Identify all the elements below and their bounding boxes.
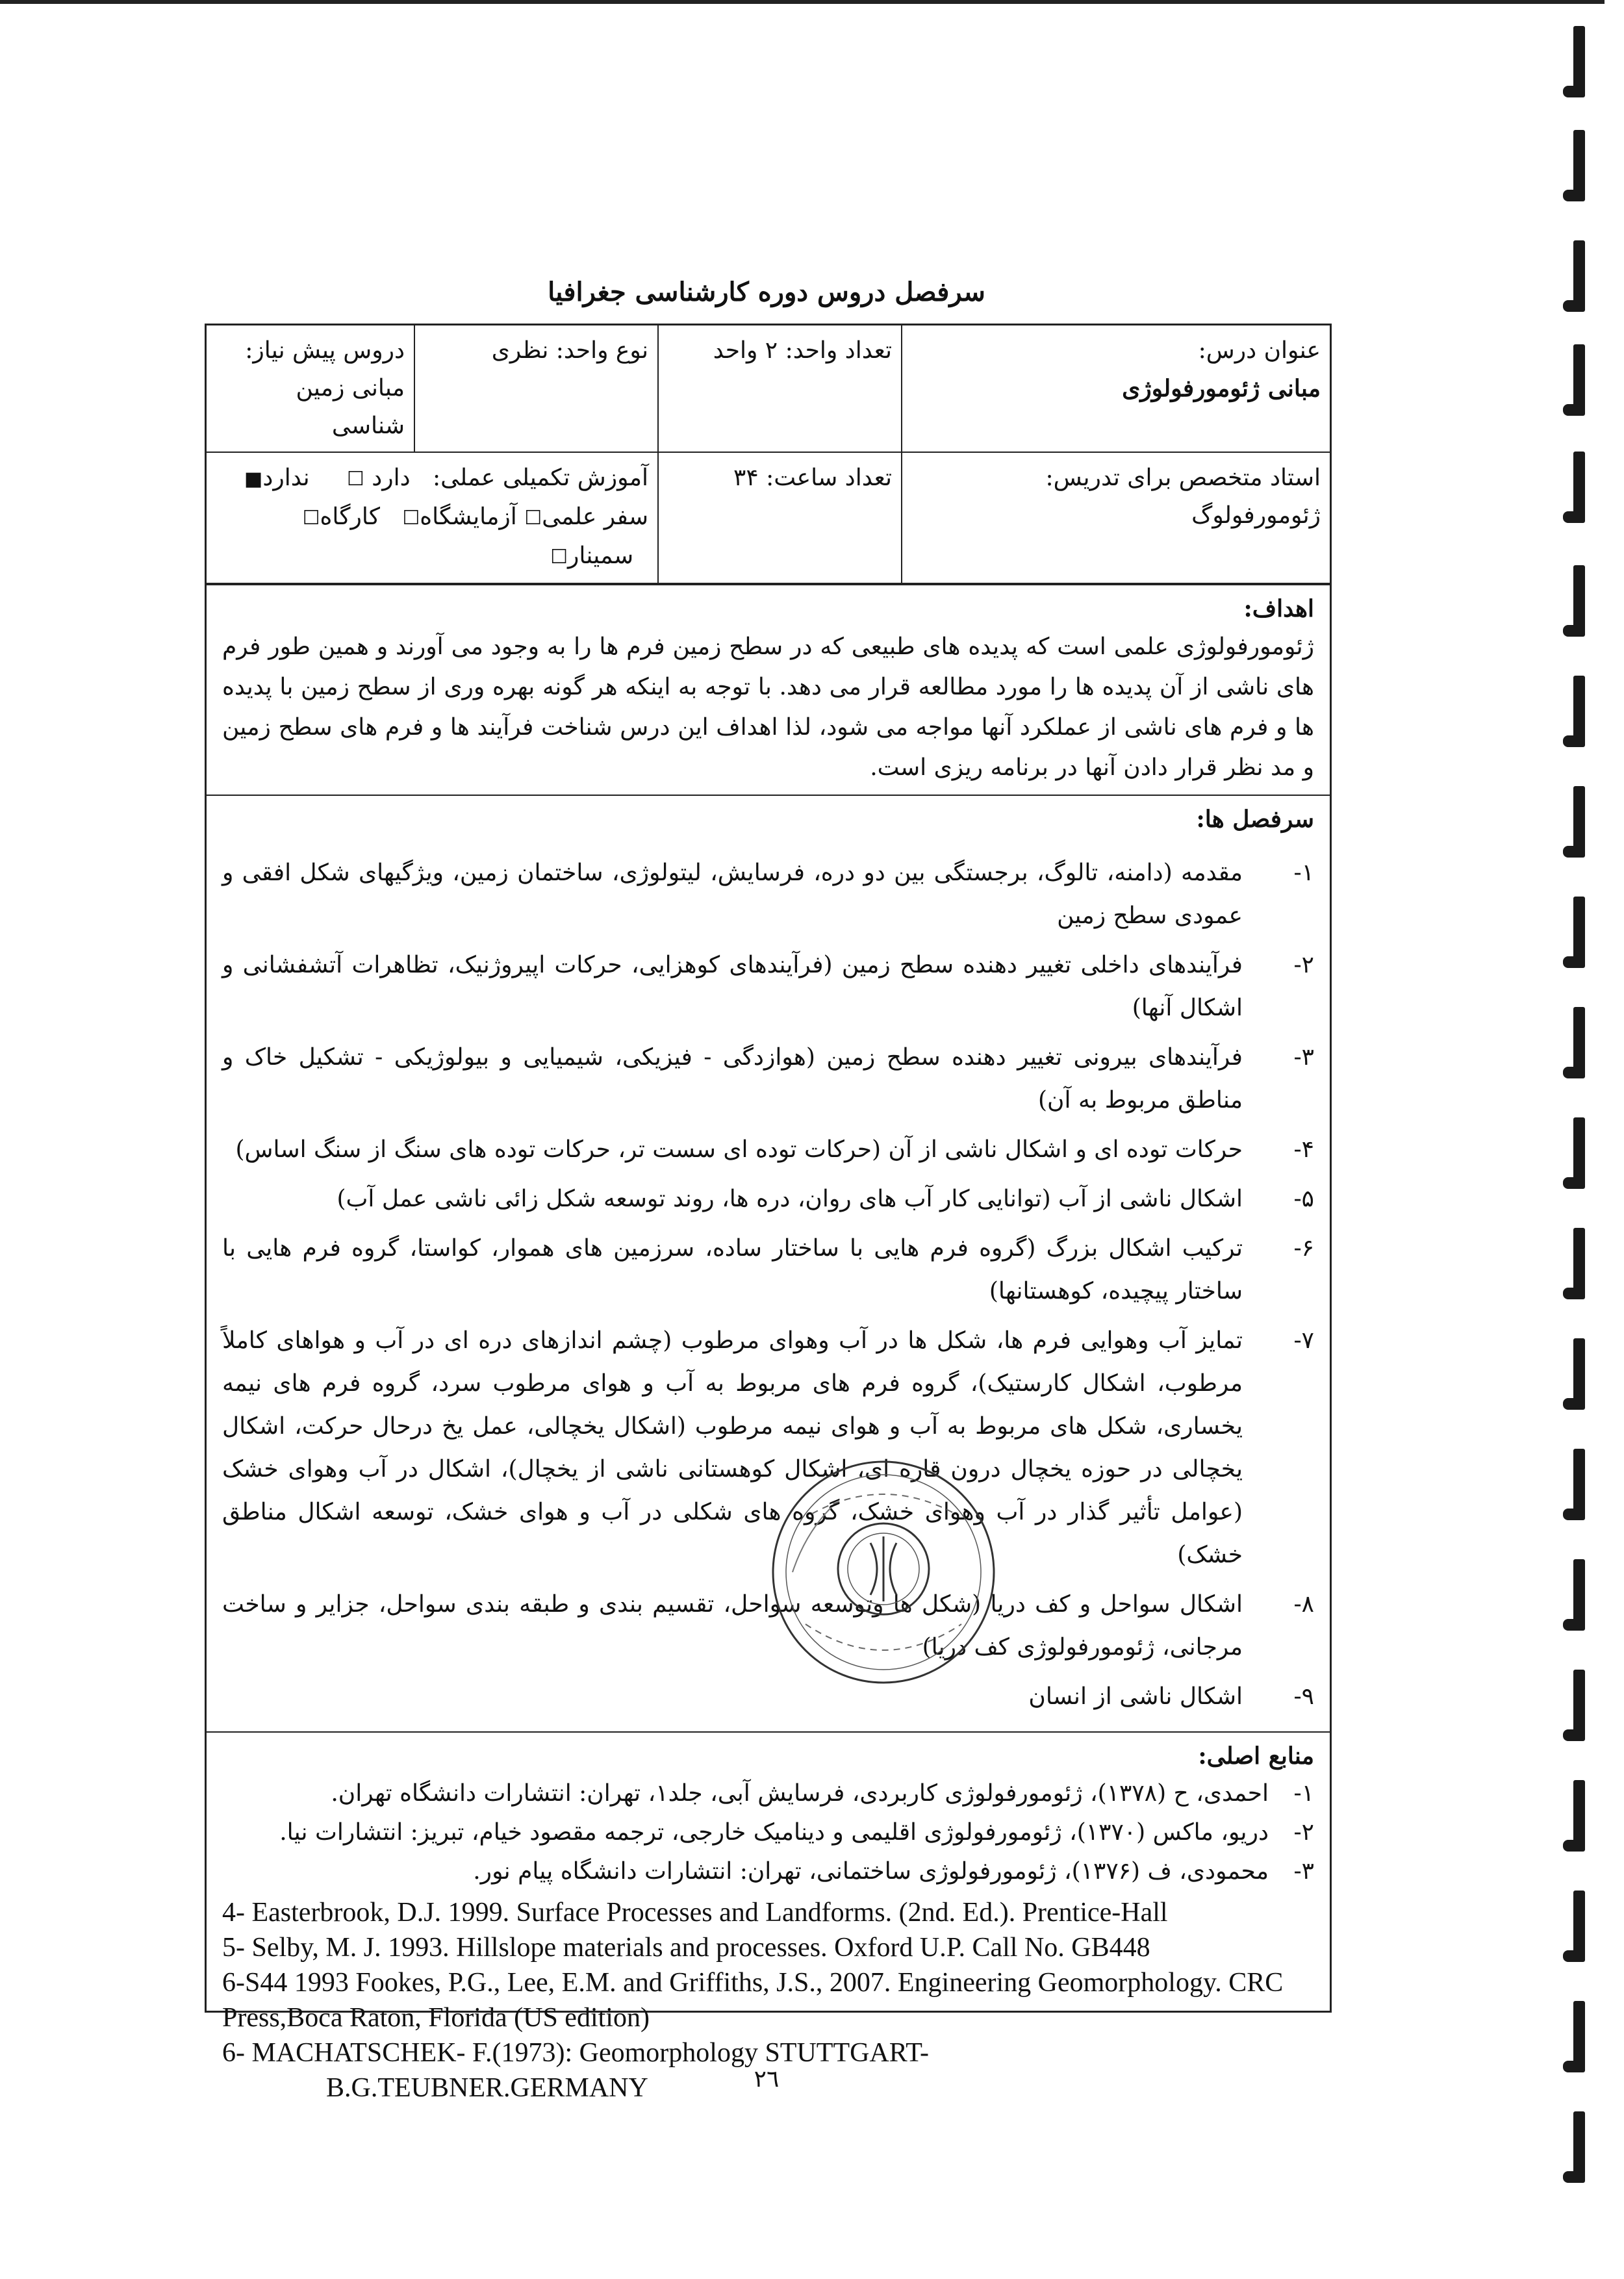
lab-label: آزمایشگاه [420, 503, 517, 530]
references-heading: منابع اصلی: [1198, 1742, 1314, 1770]
list-item: ۸- اشکال سواحل و کف دریا (شکل ها وتوسعه سواحل، تقسیم بندی و طبقه بندی سواحل، جزایر و ساخت مرجانی، ژئومورفولوژی کف دریا) [222, 1591, 1314, 1661]
list-item: ۵- اشکال ناشی از آب (توانایی کار آب های روان، دره ها، روند توسعه شکل زائی ناشی عمل آب) [336, 1186, 1314, 1212]
course-info-table [207, 325, 1330, 584]
has-label: دارد [372, 465, 411, 491]
top-edge-line [0, 0, 1605, 4]
hasnot-label: ندارد [262, 465, 310, 491]
list-item: ۳- محمودی، ف (۱۳۷۶)، ژئومورفولوژی ساختمانی، تهران: انتشارات دانشگاه پیام نور. [473, 1858, 1314, 1885]
checkbox-filled-icon[interactable]: ■ [244, 468, 263, 490]
instructor-cell [902, 452, 1330, 583]
course-title-cell [902, 325, 1330, 452]
list-item: 6-S44 1993 Fookes, P.G., Lee, E.M. and Griffiths, J.S., 2007. Engineering Geomorphology. CRC Press,Boca Raton, Florida (US edition) [222, 1968, 1284, 2033]
document-title: سرفصل دروس دوره کارشناسی جغرافیا [548, 277, 985, 307]
persian-references [222, 1774, 1314, 1891]
list-item: ۴- حرکات توده ای و اشکال ناشی از آن (حرکات توده ای سست تر، حرکات توده های سنگ از سنگ اساس) [235, 1136, 1314, 1163]
list-item: B.G.TEUBNER.GERMANY [326, 2073, 648, 2103]
workshop-label: کارگاه [320, 503, 380, 530]
objectives-text: ژئومورفولوژی علمی است که پدیده های طبیعی که در سطح زمین فرم ها را به وجود می آورند و همین طور فرم های ناشی از آن پدیده ها را مورد مطالعه قرار می دهد. با توجه به اینکه هر گونه بهره وری از سطح زمین با پدیده ها و فرم های ناشی از عملکرد آنها مواجه می شود، لذا اهداف این درس شناخت فرآیند ها و فرم های سطح زمین و مد نظر قرار دادن آنها در برنامه ریزی است. [222, 633, 1314, 781]
checkbox-empty-icon[interactable]: ☐ [524, 507, 542, 529]
list-item: ۹- اشکال ناشی از انسان [1028, 1683, 1314, 1710]
checkbox-empty-icon[interactable]: ☐ [550, 546, 568, 568]
units-cell: تعداد واحد: ۲ واحد [658, 325, 902, 452]
objectives-heading: اهداف: [1243, 595, 1314, 622]
checkbox-empty-icon[interactable]: ☐ [302, 507, 320, 529]
list-item: 4- Easterbrook, D.J. 1999. Surface Processes and Landforms. (2nd. Ed.). Prentice-Hall [222, 1898, 1168, 1928]
practical-label: آموزش تکمیلی عملی: [433, 465, 648, 491]
list-item: ۶- ترکیب اشکال بزرگ (گروه فرم هایی با ساختار ساده، سرزمین های هموار، کواستا، گروه فرم هایی با ساختار پیچیده، کوهستانها) [222, 1235, 1314, 1305]
unit-type-cell: نوع واحد: نظری [414, 325, 658, 452]
instructor-label: استاد متخصص برای تدریس: [1045, 465, 1321, 491]
list-item: ۲- دریو، ماکس (۱۳۷۰)، ژئومورفولوژی اقلیمی و دینامیک خارجی، ترجمه مقصود خیام، تبریز: انتشارات نیا. [279, 1819, 1314, 1846]
checkbox-empty-icon[interactable]: ☐ [402, 507, 420, 529]
official-seal-stamp [767, 1455, 1000, 1689]
list-item: 6- MACHATSCHEK- F.(1973): Geomorphology STUTTGART- [222, 2038, 930, 2068]
instructor: ژئومورفولوگ [1191, 502, 1321, 529]
objectives-section [207, 584, 1330, 795]
list-item: ۳- فرآیندهای بیرونی تغییر دهنده سطح زمین (هوازدگی - فیزیکی، شیمیایی و بیولوژیکی - تشکیل خاک و مناطق مربوط به آن) [222, 1044, 1314, 1114]
prereq-cell: دروس پیش نیاز: مبانی زمین شناسی [207, 325, 414, 452]
course-title-label: عنوان درس: [1198, 337, 1321, 364]
page-number: ۲٦ [754, 2066, 780, 2093]
references-section [207, 1731, 1330, 2112]
list-item: ۷- تمایز آب وهوایی فرم ها، شکل ها در آب وهوای مرطوب (چشم اندازهای دره ای در آب و هواهای کاملاً مرطوب، اشکال کارستیک)، گروه فرم های مربوط به آب و هوای مرطوب سرد، گروه فرم های نیمه یخساری، شکل های مربوط به آب و هوای نیمه مرطوب (اشکال یخچالی، عمل یخ درحال حرکت، اشکال یخچالی در حوزه یخچال درون قاره ای، اشکال کوهستانی ناشی از یخچال)، اشکال در آب وهوای خشک (عوامل تأثیر گذار در آب وهوای خشک، گروه های شکلی در آب و هوای خشک، توسعه اشکال مناطق خشک) [222, 1327, 1314, 1568]
seminar-label: سمینار [568, 542, 634, 569]
list-item: 5- Selby, M. J. 1993. Hillslope materials and processes. Oxford U.P. Call No. GB448 [222, 1933, 1150, 1963]
course-title: مبانی ژئومورفولوژی [1122, 375, 1321, 402]
hours-cell: تعداد ساعت: ۳۴ [658, 452, 902, 583]
practical-cell [207, 452, 658, 583]
list-item: ۱- احمدی، ح (۱۳۷۸)، ژئومورفولوژی کاربردی، فرسایش آبی، جلد۱، تهران: انتشارات دانشگاه تهران. [331, 1780, 1314, 1807]
list-item: ۱- مقدمه (دامنه، تالوگ، برجستگی بین دو دره، فرسایش، لیتولوژی، ساختمان زمین، ویژگیهای شکل افقی و عمودی سطح زمین [222, 859, 1314, 929]
field-trip-label: سفر علمی [542, 503, 648, 530]
spiral-binding [1553, 19, 1598, 2279]
checkbox-empty-icon[interactable]: ☐ [346, 468, 364, 490]
topics-heading: سرفصل ها: [1196, 806, 1314, 833]
list-item: ۲- فرآیندهای داخلی تغییر دهنده سطح زمین (فرآیندهای کوهزایی، حرکات اپیروژنیک، تظاهرات آتشفشانی و اشکال آنها) [222, 952, 1314, 1021]
